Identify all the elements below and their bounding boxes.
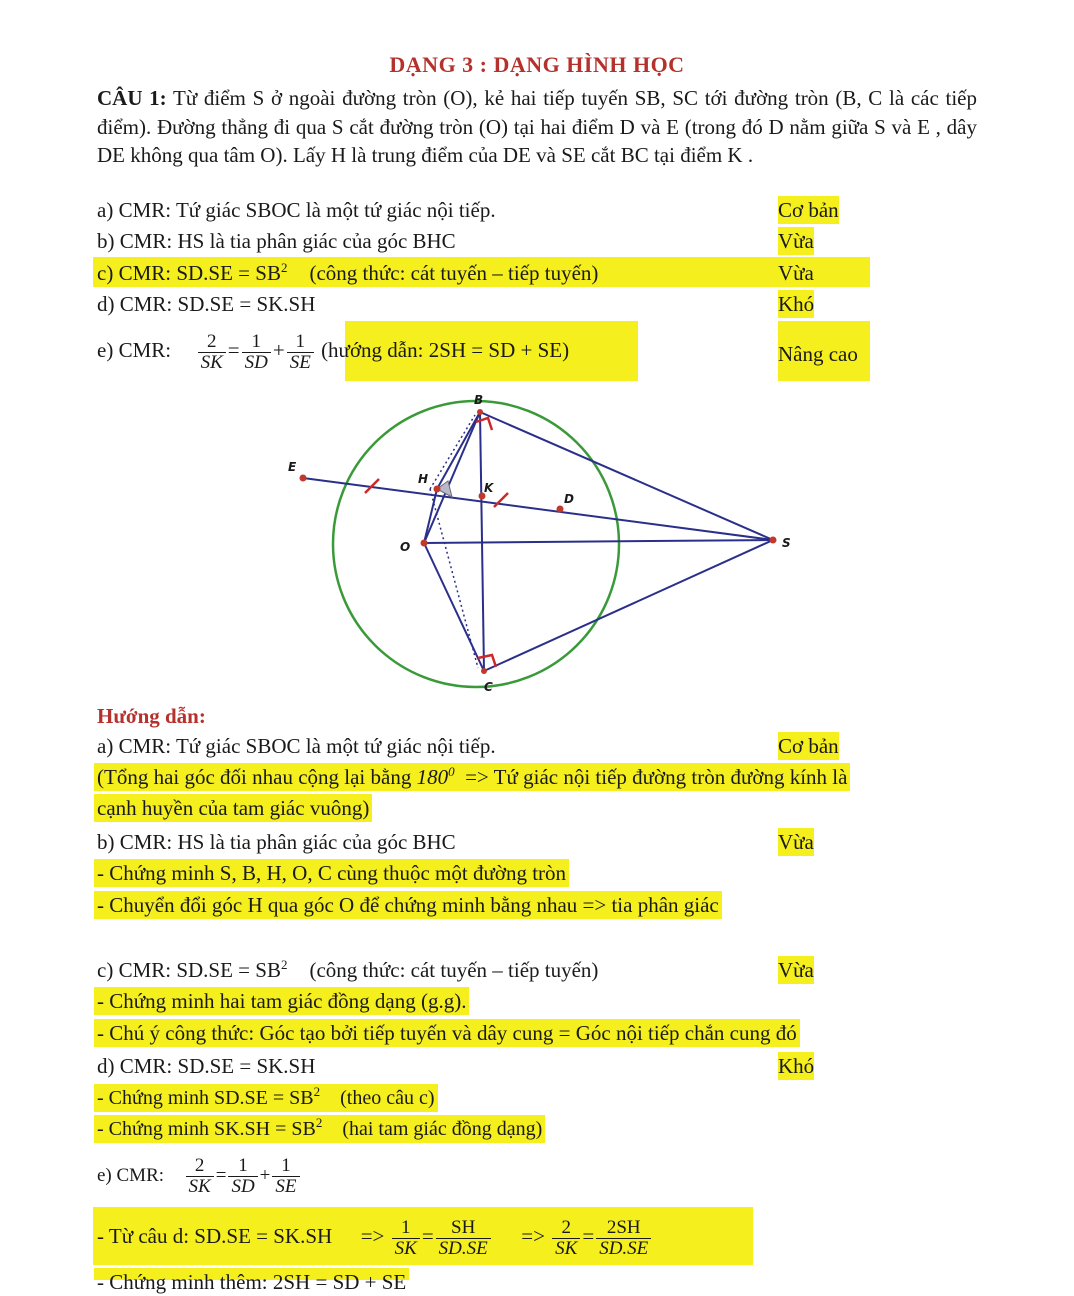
implies-arrow-1: => (360, 1224, 385, 1248)
level-badge-d: Khó (778, 292, 815, 316)
guide-e-last-line: - Chứng minh thêm: 2SH = SD + SE (94, 1268, 409, 1280)
problem-label: CÂU 1: (97, 86, 167, 110)
guide-b-hint-1: - Chứng minh S, B, H, O, C cùng thuộc một đường tròn (94, 859, 569, 887)
angle-180: 180 (416, 765, 449, 789)
guide-d-hint-2 (94, 1115, 545, 1143)
level-badge-a: Cơ bản (778, 198, 839, 222)
label-o: O (400, 540, 411, 554)
guide-d-hint-2-formula: - Chứng minh SK.SH = SB (97, 1118, 316, 1140)
question-e (97, 325, 569, 377)
page-title: DẠNG 3 : DẠNG HÌNH HỌC (389, 52, 685, 77)
label-s: S (782, 536, 791, 550)
fraction-2-over-sk: $\frac{2}{SK}$ (198, 332, 226, 373)
guide-a-hint-1-post: => Tứ giác nội tiếp đường tròn đường kính là (465, 765, 848, 789)
question-b: b) CMR: HS là tia phân giác của góc BHC (97, 229, 456, 253)
guide-e-hint-pre: - Từ câu d: SD.SE = SK.SH (97, 1224, 333, 1248)
guide-b-hint-2: - Chuyển đổi góc H qua góc O để chứng minh bằng nhau => tia phân giác (94, 891, 722, 919)
equals-sign: = (227, 338, 240, 362)
level-badge-e: Nâng cao (778, 342, 858, 366)
guide-a-hint-1 (94, 763, 850, 791)
guide-c-note: (công thức: cát tuyến – tiếp tuyến) (309, 958, 599, 982)
guide-e-fraction-1-over-sk: $\frac{1}{SK}$ (392, 1218, 420, 1259)
point-o (421, 540, 428, 547)
implies-arrow-2: => (521, 1224, 545, 1248)
fraction-1-over-se: $\frac{1}{SE}$ (287, 332, 314, 373)
point-d (557, 506, 564, 513)
guide-equals-sign: = (215, 1165, 227, 1186)
guide-e-fraction-2sh-over-sdse: $\frac{2SH}{SD.SE}$ (596, 1218, 651, 1259)
question-e-prefix: e) CMR: (97, 338, 172, 362)
question-d: d) CMR: SD.SE = SK.SH (97, 292, 316, 316)
guide-e (97, 1150, 302, 1202)
guide-c-exponent: 2 (280, 957, 288, 972)
guide-a-hint-1-pre: (Tổng hai góc đối nhau cộng lại bằng (97, 765, 412, 789)
guide-d-hint-1 (94, 1084, 438, 1112)
point-c (481, 668, 487, 674)
point-b (477, 409, 483, 415)
guide-c-formula: c) CMR: SD.SE = SB (97, 958, 281, 982)
label-h: H (418, 472, 429, 486)
guide-fraction-1-over-se: $\frac{1}{SE}$ (272, 1156, 299, 1197)
question-c-note: (công thức: cát tuyến – tiếp tuyến) (309, 261, 599, 285)
guide-plus-sign: + (259, 1165, 271, 1186)
point-e (300, 475, 307, 482)
label-b: B (474, 393, 484, 407)
level-badge-c: Vừa (778, 261, 814, 285)
guide-level-b: Vừa (778, 830, 814, 854)
geometry-figure (270, 385, 800, 700)
question-c (97, 259, 598, 287)
fraction-1-over-sd: $\frac{1}{SD}$ (242, 332, 271, 373)
guide-d-hint-2-note: (hai tam giác đồng dạng) (342, 1118, 543, 1140)
guide-level-a: Cơ bản (778, 734, 839, 758)
guide-e-fraction-sh-over-sdse: $\frac{SH}{SD.SE}$ (436, 1218, 491, 1259)
level-badge-b: Vừa (778, 229, 814, 253)
problem-text: Từ điểm S ở ngoài đường tròn (O), kẻ hai tiếp tuyến SB, SC tới đường tròn (B, C là các tiếp điểm). Đường thẳng đi qua S cắt đường tròn (O) tại hai điểm D và E (trong đó D nằm giữa S và E , dây DE không qua tâm O). Lấy H là trung điểm của DE và SE cắt BC tại điểm K . (97, 86, 977, 167)
guide-e-prefix: e) CMR: (97, 1165, 165, 1186)
degree-exponent: 0 (448, 764, 455, 779)
guide-e-equals-2: = (582, 1224, 595, 1248)
guide-d-hint-1-formula: - Chứng minh SD.SE = SB (97, 1087, 314, 1109)
guide-c (97, 956, 598, 984)
guide-d-hint-1-exp: 2 (313, 1084, 321, 1099)
guide-d-hint-2-exp: 2 (315, 1115, 323, 1130)
label-e: E (288, 460, 297, 474)
guide-a: a) CMR: Tứ giác SBOC là một tứ giác nội tiếp. (97, 734, 496, 758)
guide-level-d: Khó (778, 1054, 815, 1078)
guide-d: d) CMR: SD.SE = SK.SH (97, 1054, 316, 1078)
guide-level-c: Vừa (778, 958, 814, 982)
label-k: K (484, 481, 494, 495)
guide-e-equals: = (421, 1224, 434, 1248)
guide-b: b) CMR: HS là tia phân giác của góc BHC (97, 830, 456, 854)
point-s (770, 537, 777, 544)
guide-e-fraction-2-over-sk: $\frac{2}{SK}$ (552, 1218, 580, 1259)
plus-sign: + (272, 338, 285, 362)
point-h (434, 486, 441, 493)
question-a: a) CMR: Tứ giác SBOC là một tứ giác nội tiếp. (97, 198, 496, 222)
guide-fraction-1-over-sd: $\frac{1}{SD}$ (228, 1156, 257, 1197)
question-c-exponent: 2 (280, 260, 288, 275)
guide-d-hint-1-note: (theo câu c) (340, 1087, 435, 1109)
guide-a-hint-2: cạnh huyền của tam giác vuông) (94, 794, 372, 822)
question-c-formula: c) CMR: SD.SE = SB (97, 261, 281, 285)
guide-c-hint-2: - Chú ý công thức: Góc tạo bởi tiếp tuyến và dây cung = Góc nội tiếp chắn cung đó (94, 1019, 800, 1047)
guide-fraction-2-over-sk: $\frac{2}{SK}$ (186, 1156, 214, 1197)
question-e-hint: (hướng dẫn: 2SH = SD + SE) (321, 338, 570, 362)
guide-e-hint (97, 1211, 653, 1263)
label-c: C (484, 680, 493, 694)
problem-statement (97, 84, 977, 170)
guide-heading: Hướng dẫn: (97, 704, 206, 728)
guide-c-hint-1: - Chứng minh hai tam giác đồng dạng (g.g). (94, 987, 469, 1015)
label-d: D (564, 492, 574, 506)
